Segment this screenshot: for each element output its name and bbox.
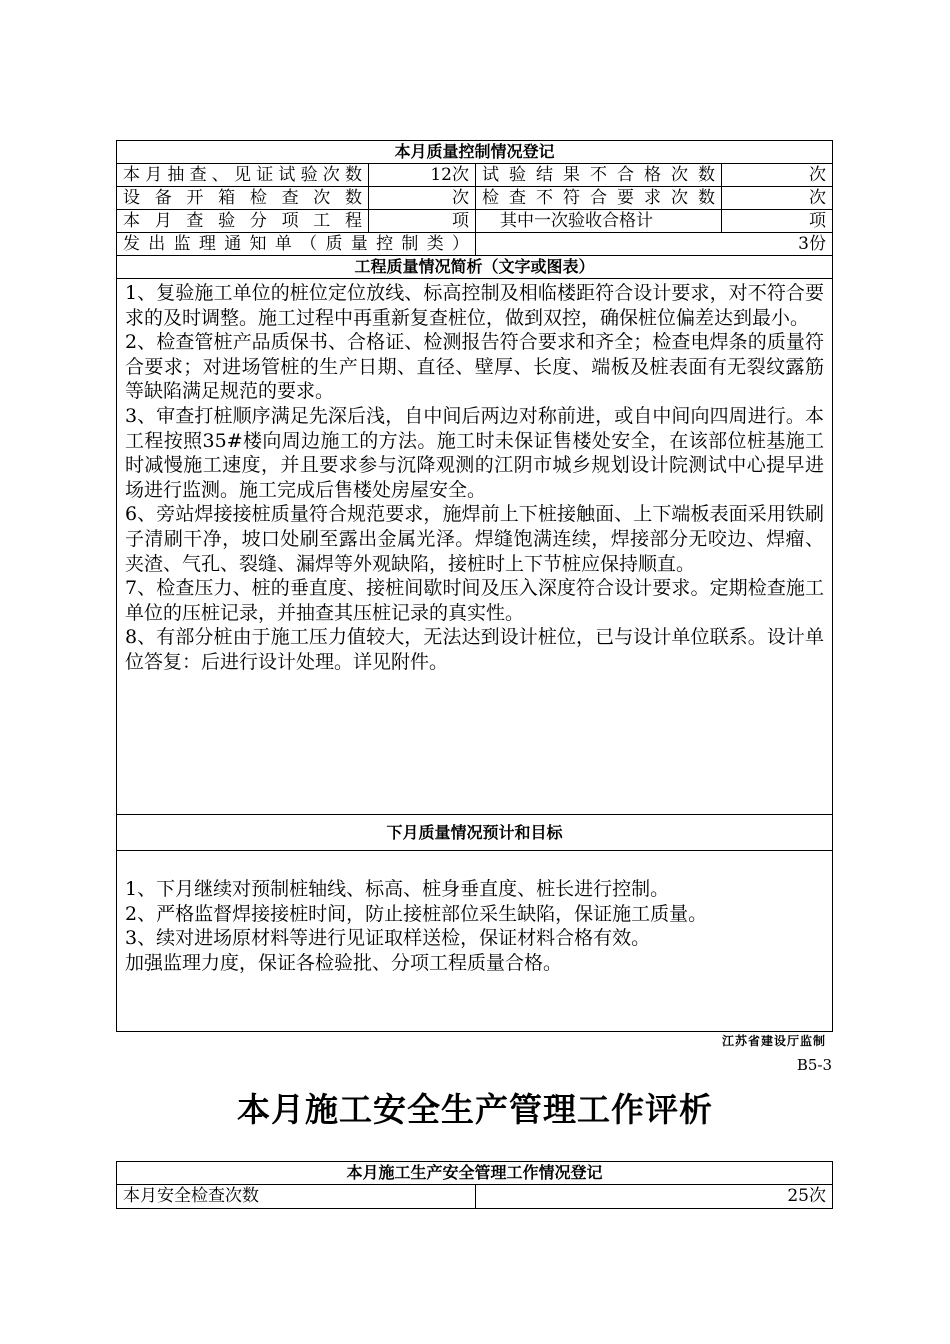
quality-control-title: 本月质量控制情况登记 (394, 142, 555, 161)
next-month-line: 1、下月继续对预制桩轴线、标高、桩身垂直度、桩长进行控制。 (125, 878, 670, 900)
next-month-line: 2、严格监督焊接接桩时间，防止接桩部位采生缺陷，保证施工质量。 (125, 902, 708, 925)
inspect-value: 25次 (787, 1186, 826, 1206)
row-label: 其中一次验收合格计 (476, 210, 722, 232)
quality-control-table (116, 140, 833, 1032)
next-month-body (117, 851, 832, 1031)
row-label: 试验结果不合格次数 (476, 164, 722, 186)
analysis-paragraph: 6、旁站焊接接桩质量符合规范要求，施焊前上下桩接触面、上下端板表面采用铁刷子清刷干净，坡口处刷至露出金属光泽。焊缝饱满连续，焊接部分无咬边、焊瘤、夹渣、气孔、裂缝、漏焊等外观缺陷，接桩时上下节桩应保持顺直。 (125, 503, 824, 575)
issuer-stamp: 江苏省建设厅监制 (721, 1034, 826, 1048)
row-value: 12次 (369, 164, 476, 186)
table-row (117, 233, 832, 256)
analysis-paragraph: 8、有部分桩由于施工压力值较大，无法达到设计桩位，已与设计单位联系。设计单位答复：后进行设计处理。详见附件。 (125, 626, 824, 673)
row-value: 项 (369, 210, 476, 232)
analysis-body (117, 279, 832, 814)
next-month-line: 3、续对进场原材料等进行见证取样送检，保证材料合格有效。 (125, 927, 651, 950)
analysis-paragraph: 3、审查打桩顺序满足先深后浅，自中间后两边对称前进，或自中间向四周进行。本工程按照35#楼向周边施工的方法。施工时未保证售楼处安全，在该部位桩基施工时减慢施工速度，并且要求参与沉降观测的江阴市城乡规划设计院测试中心提早进场进行监测。施工完成后售楼处房屋安全。 (125, 404, 824, 501)
inspect-label: 本月安全检查次数 (117, 1185, 476, 1208)
table-row (117, 210, 832, 233)
next-month-line: 加强监理力度，保证各检验批、分项工程质量合格。 (125, 951, 563, 974)
row-value: 次 (809, 165, 826, 185)
row-label: 本月查验分项工程 (117, 210, 369, 232)
safety-table (116, 1161, 833, 1209)
table-row (117, 1185, 832, 1208)
notice-label: 发出监理通知单（质量控制类） (117, 233, 476, 255)
table-row (117, 164, 832, 187)
analysis-paragraph: 7、检查压力、桩的垂直度、接桩间歇时间及压入深度符合设计要求。定期检查施工单位的压桩记录，并抽查其压桩记录的真实性。 (125, 577, 824, 624)
row-label: 本月抽查、见证试验次数 (117, 164, 369, 186)
page-title: 本月施工安全生产管理工作评析 (237, 1090, 713, 1129)
analysis-paragraph: 1、复验施工单位的桩位定位放线、标高控制及相临楼距符合设计要求，对不符合要求的及时调整。施工过程中再重新复查桩位，做到双控，确保桩位偏差达到最小。 (125, 282, 824, 329)
form-code: B5-3 (796, 1056, 832, 1074)
row-value: 次 (809, 188, 826, 208)
analysis-title: 工程质量情况简析（文字或图表） (354, 257, 595, 276)
notice-value: 3份 (798, 234, 826, 254)
row-value: 次 (369, 187, 476, 209)
row-value: 项 (809, 211, 826, 231)
analysis-paragraph: 2、检查管桩产品质保书、合格证、检测报告符合要求和齐全；检查电焊条的质量符合要求；对进场管桩的生产日期、直径、壁厚、长度、端板及桩表面有无裂纹露筋等缺陷满足规范的要求。 (125, 331, 824, 403)
table-row (117, 187, 832, 210)
row-label: 检查不符合要求次数 (476, 187, 722, 209)
next-month-title: 下月质量情况预计和目标 (386, 822, 563, 842)
safety-table-title: 本月施工生产安全管理工作情况登记 (346, 1163, 603, 1182)
row-label: 设备开箱检查次数 (117, 187, 369, 209)
